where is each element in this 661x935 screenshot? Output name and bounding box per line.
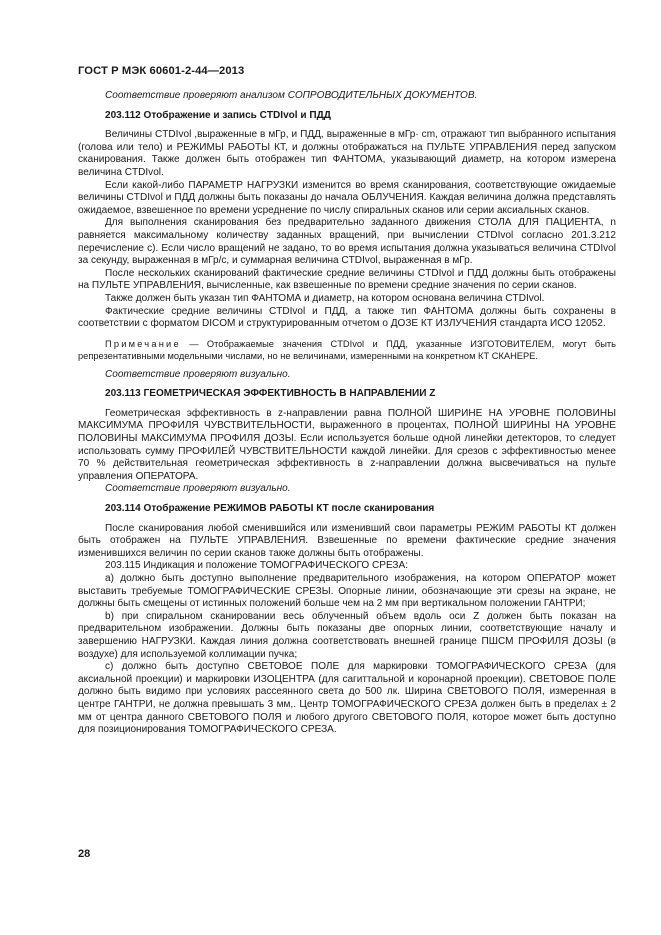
section-heading-203-115: 203.115 Индикация и положение ТОМОГРАФИЧЕСКОГО СРЕЗА: [105, 560, 408, 572]
paragraph-dicom: Фактические средние величины CTDIvol и ПДД, а также тип ФАНТОМА должны быть сохранены в соответствии с форматом DICOM и структурированным отчетом о ДОЗЕ КТ ИЗЛУЧЕНИЯ стандарта ИСО 12052. [78, 305, 616, 330]
compliance-check-visual-1: Соответствие проверяют визуально. [105, 368, 291, 380]
list-item-b: b) при спиральном сканировании весь облученный объем вдоль оси Z должен быть показан на предварительном изображении. Должны быть показаны две опорных линии, соответствующие началу и завершению НАГРУЗКИ. Каждая линия должна соответствовать внешней границе ПШСМ ПРОФИЛЯ ДОЗЫ (в воздухе) для используемой коллимации пучка; [78, 610, 616, 660]
list-item-c: c) должно быть доступно СВЕТОВОЕ ПОЛЕ для маркировки ТОМОГРАФИЧЕСКОГО СРЕЗА (для аксиальной проекции) и маркировки ИЗОЦЕНТРА (для сагиттальной и коронарной проекции). СВЕТОВОЕ ПОЛЕ должно быть видимо при условиях рассеянного света до 500 лк. Ширина СВЕТОВОГО ПОЛЯ, измеренная в центре ГАНТРИ, не должна превышать 3 мм,. Центр ТОМОГРАФИЧЕСКОГО СРЕЗА должен быть в пределах ± 2 мм от центра данного СВЕТОВОГО ПОЛЯ и любого другого СВЕТОВОГО ПОЛЯ, которое может быть доступно для позиционирования ТОМОГРАФИЧЕСКОГО СРЕЗА. [78, 661, 616, 736]
paragraph-geometric-efficiency: Геометрическая эффективность в z-направлении равна ПОЛНОЙ ШИРИНЕ НА УРОВНЕ ПОЛОВИНЫ МАКСИМУМА ПРОФИЛЯ ЧУВСТВИТЕЛЬНОСТИ, выраженного в процентах, ПОЛНОЙ ШИРИНЫ НА УРОВНЕ ПОЛОВИНЫ МАКСИМУМА ПРОФИЛЯ ДОЗЫ. Если используется больше одной линейки детекторов, то следует использовать сумму ПРОФИЛЕЙ ЧУВСТВИТЕЛЬНОСТИ каждой линейки. Для срезов с эффективностью менее 70 % действительная геометрическая эффективность в z-направлении должна высвечиваться на пульте управления ОПЕРАТОРА. [78, 407, 616, 482]
page-number: 28 [78, 848, 91, 860]
section-heading-203-112: 203.112 Отображение и запись CTDIvol и ПДД [105, 109, 331, 121]
list-item-a: a) должно быть доступно выполнение предварительного изображения, на котором ОПЕРАТОР может выставить требуемые ТОМОГРАФИЧЕСКИЕ СРЕЗЫ. Опорные линии, обозначающие эти срезы на экране, не должны быть смещены от истинных положений больше чем на 2 мм при вертикальном положении ГАНТРИ; [78, 573, 616, 610]
paragraph-ctdi-display: Величины CTDIvol ,выраженные в мГр, и ПДД, выраженные в мГр· cm, отражают тип выбранного испытания (голова или тело) и РЕЖИМЫ РАБОТЫ КТ, и должны отображаться на ПУЛЬТЕ УПРАВЛЕНИЯ перед запуском сканирования. Также должен быть отображен тип ФАНТОМА, указывающий диаметр, на котором измерена величина CTDIvol. [78, 129, 616, 178]
document-page [78, 0, 616, 935]
compliance-check-docs: Соответствие проверяют анализом СОПРОВОДИТЕЛЬНЫХ ДОКУМЕНТОВ. [105, 90, 478, 101]
section-heading-203-114: 203.114 Отображение РЕЖИМОВ РАБОТЫ КТ после сканирования [105, 503, 435, 515]
paragraph-phantom-type: Также должен быть указан тип ФАНТОМА и диаметр, на котором основана величина CTDIvol. [105, 292, 545, 304]
paragraph-load-parameter: Если какой-либо ПАРАМЕТР НАГРУЗКИ изменится во время сканирования, соответствующие ожидаемые величины CTDIvol и ПДД должны быть показаны до начала ОБЛУЧЕНИЯ. Каждая величина должна представлять ожидаемое, взвешенное по времени усреднение по числу спиральных сканов или серии аксиальных сканов. [78, 179, 616, 216]
paragraph-after-scanning: После сканирования любой сменившийся или изменивший свои параметры РЕЖИМ РАБОТЫ КТ должен быть отображен на ПУЛЬТЕ УПРАВЛЕНИЯ. Взвешенные по времени фактические средние значения изменившихся величин по серии сканов также должны быть отображены. [78, 522, 616, 559]
section-heading-203-113: 203.113 ГЕОМЕТРИЧЕСКАЯ ЭФФЕКТИВНОСТЬ В НАПРАВЛЕНИИ Z [105, 388, 436, 400]
note-paragraph [78, 338, 616, 362]
paragraph-rotations: Для выполнения сканирования без предварительно заданного движения СТОЛА ДЛЯ ПАЦИЕНТА, n равняется максимальному количеству заданных вращений, при вычислении CTDIvol согласно 201.3.212 перечисление с). Если число вращений не задано, то во время испытания должна указываться величина CTDIvol за секунду, выраженная в мГр/с, и суммарная величина CTDIvol, выраженная в мГр. [78, 217, 616, 267]
paragraph-after-scans: После нескольких сканирований фактические средние величины CTDIvol и ПДД должны быть отображены на ПУЛЬТЕ УПРАВЛЕНИЯ, вычисленные, как взвешенные по времени средние значения по серии сканов. [78, 267, 616, 292]
compliance-check-visual-2: Соответствие проверяют визуально. [105, 483, 291, 495]
note-label: Примечание [105, 338, 181, 349]
standard-header: ГОСТ Р МЭК 60601-2-44—2013 [78, 65, 245, 77]
note-text: — Отображаемые значения CTDIvol и ПДД, указанные ИЗГОТОВИТЕЛЕМ, могут быть репрезентативными модельными числами, но не величинами, измеренными на конкретном КТ СКАНЕРЕ. [78, 338, 616, 361]
document-body [78, 90, 616, 737]
